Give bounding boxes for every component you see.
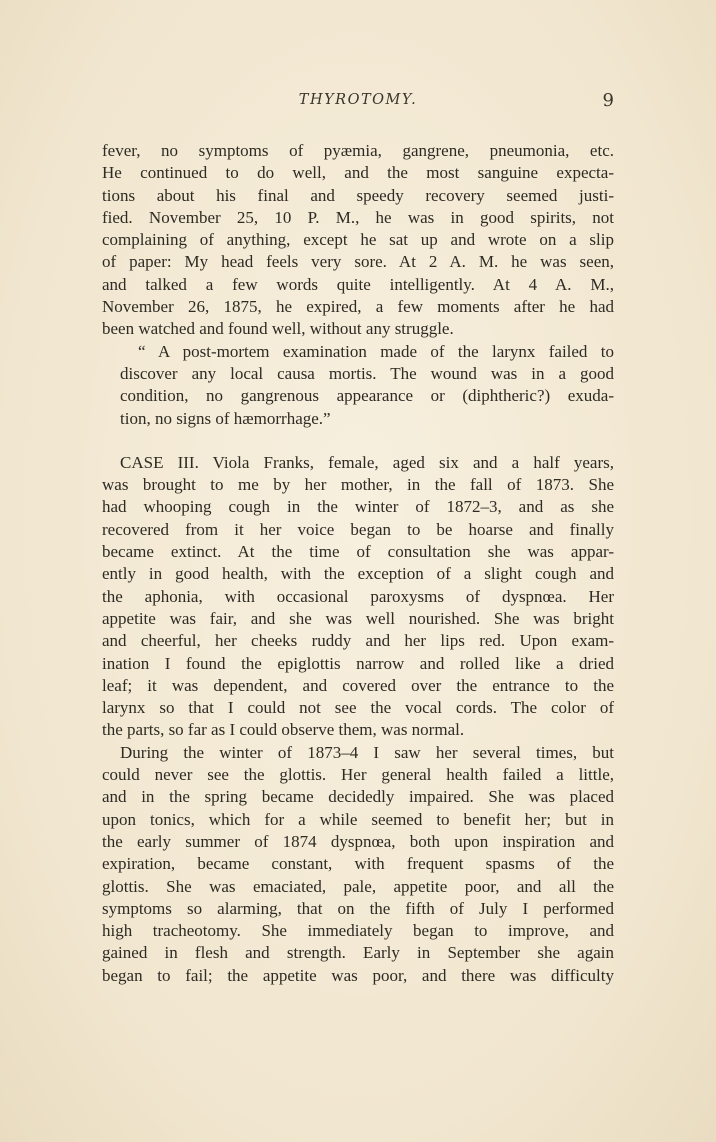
paragraph [102, 341, 614, 430]
text-line: fied. November 25, 10 P. M., he was in good spirits, not [102, 207, 614, 227]
text-line: ently in good health, with the exception of a slight cough and [102, 564, 614, 584]
text-line: During the winter of 1873–4 I saw her several times, but [120, 742, 614, 762]
text-line: the early summer of 1874 dyspnœa, both upon inspiration and [102, 831, 614, 851]
text-line: condition, no gangrenous appearance or (diphtheric?) exuda- [120, 386, 614, 406]
paragraph [102, 452, 614, 742]
text-line: ination I found the epiglottis narrow and rolled like a dried [102, 653, 614, 673]
page-header [102, 92, 614, 116]
text-line: and talked a few words quite intelligently. At 4 A. M., [102, 274, 614, 294]
text-line: fever, no symptoms of pyæmia, gangrene, pneumonia, etc. [102, 141, 614, 160]
text-line: upon tonics, which for a while seemed to benefit her; but in [102, 809, 614, 829]
text-line: November 26, 1875, he expired, a few moments after he had [102, 297, 614, 317]
section-gap [102, 430, 614, 452]
text-line: discover any local causa mortis. The wound was in a good [120, 363, 614, 383]
text-line: tions about his final and speedy recovery seemed justi- [102, 185, 614, 205]
text-line: been watched and found well, without any struggle. [102, 319, 454, 339]
text-line: and in the spring became decidedly impaired. She was placed [102, 787, 614, 807]
text-line: glottis. She was emaciated, pale, appetite poor, and all the [102, 876, 614, 896]
text-line: was brought to me by her mother, in the fall of 1873. She [102, 475, 614, 495]
text-line: complaining of anything, except he sat up and wrote on a slip [102, 230, 614, 250]
text-line: tion, no signs of hæmorrhage.” [120, 408, 331, 428]
page-number: 9 [602, 90, 614, 111]
text-line: gained in flesh and strength. Early in September she again [102, 943, 614, 963]
text-line: of paper: My head feels very sore. At 2 A. M. he was seen, [102, 252, 614, 272]
text-line: He continued to do well, and the most sanguine expecta- [102, 163, 614, 183]
text-line: the aphonia, with occasional paroxysms of dyspnœa. Her [102, 586, 614, 606]
text-line: became extinct. At the time of consultation she was appar- [102, 542, 614, 562]
text-line: high tracheotomy. She immediately began to improve, and [102, 921, 614, 941]
text-line: “ A post-mortem examination made of the larynx failed to [138, 341, 614, 361]
text-line: appetite was fair, and she was well nourished. She was bright [102, 608, 614, 628]
text-line: CASE III. Viola Franks, female, aged six and a half years, [120, 452, 614, 472]
text-line: larynx so that I could not see the vocal cords. The color of [102, 698, 614, 718]
text-line: had whooping cough in the winter of 1872–3, and as she [102, 497, 614, 517]
text-line: recovered from it her voice began to be hoarse and finally [102, 519, 614, 539]
running-head: THYROTOMY. [298, 92, 418, 108]
text-line: the parts, so far as I could observe them, was normal. [102, 720, 465, 740]
paragraph [102, 140, 614, 341]
text-line: and cheerful, her cheeks ruddy and her lips red. Upon exam- [102, 631, 614, 651]
text-line: leaf; it was dependent, and covered over the entrance to the [102, 675, 614, 695]
paragraph [102, 742, 614, 987]
text-line: could never see the glottis. Her general health failed a little, [102, 765, 614, 785]
page-body [102, 140, 614, 987]
text-line: symptoms so alarming, that on the fifth of July I performed [102, 898, 614, 918]
text-line: began to fail; the appetite was poor, and there was difficulty [102, 965, 614, 985]
text-line: expiration, became constant, with frequent spasms of the [102, 854, 614, 874]
